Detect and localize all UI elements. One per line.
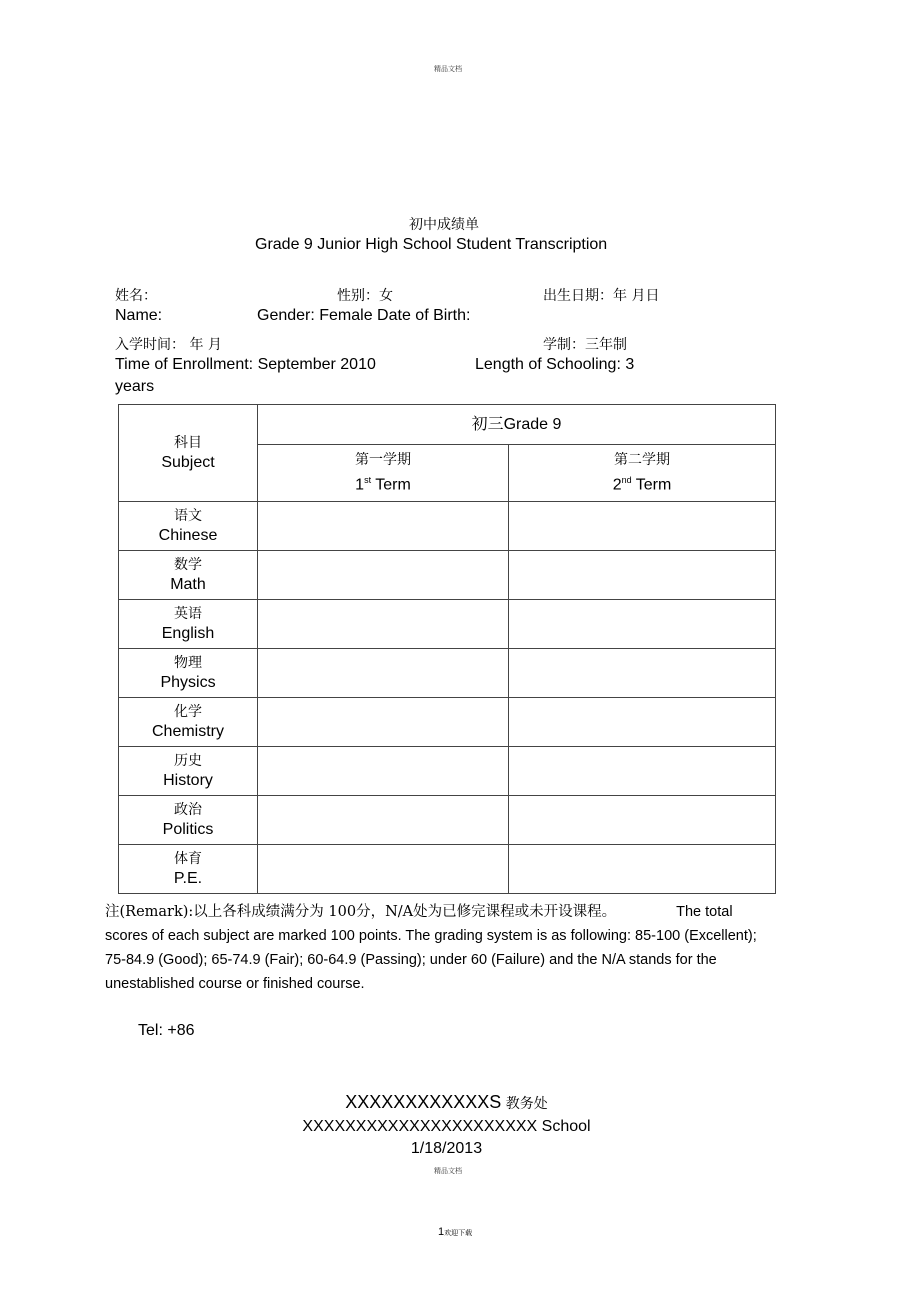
term1-score-cell xyxy=(258,502,509,551)
birth-label-cn: 出生日期：年 月日 xyxy=(543,288,660,304)
subject-cell: 化学 Chemistry xyxy=(119,698,258,747)
issue-date: 1/18/2013 xyxy=(410,1140,483,1157)
page-number: 1欢迎下载 xyxy=(438,1226,473,1238)
term2-header-en: 2nd Term xyxy=(612,475,672,494)
footer-watermark: 精品文档 xyxy=(434,1167,462,1175)
gender-birth-label-en: Gender: Female Date of Birth: xyxy=(257,307,471,324)
term2-score-cell xyxy=(509,600,776,649)
table-row xyxy=(119,649,776,698)
school-name: XXXXXXXXXXXXXXXXXXXXXX School xyxy=(302,1118,591,1135)
remark-en: The total scores of each subject are marked 100 points. The grading system is as following: 85-100 (Excellent); 75-84.9 (Good); 65-74.9 (Fair); 60-64.9 (Passing); under 60 (Failure) and the N/A stands for the unestablished course or finished course. xyxy=(105,904,757,992)
term2-score-cell xyxy=(509,551,776,600)
telephone: Tel: +86 xyxy=(138,1022,195,1039)
term1-header-cn: 第一学期 xyxy=(355,452,411,469)
subject-cell: 体育 P.E. xyxy=(119,845,258,894)
table-row xyxy=(119,845,776,894)
title-chinese: 初中成绩单 xyxy=(409,217,479,233)
table-row xyxy=(119,551,776,600)
enrollment-label-cn: 入学时间： 年 月 xyxy=(115,337,222,353)
gender-label-cn: 性别：女 xyxy=(337,288,393,304)
enrollment-label-en: Time of Enrollment: September 2010 xyxy=(115,356,376,373)
subject-header-cell xyxy=(119,405,258,502)
table-row xyxy=(119,747,776,796)
term1-header-en: 1st Term xyxy=(355,475,411,494)
office-name-en: XXXXXXXXXXXXS xyxy=(345,1092,502,1112)
name-label-cn: 姓名： xyxy=(115,288,157,304)
term1-score-cell xyxy=(258,551,509,600)
term2-header-cn: 第二学期 xyxy=(614,452,670,469)
term1-score-cell xyxy=(258,600,509,649)
subject-cell: 语文 Chinese xyxy=(119,502,258,551)
subject-header-en: Subject xyxy=(161,454,215,471)
subject-header-cn: 科目 xyxy=(174,435,202,451)
subject-cell: 历史 History xyxy=(119,747,258,796)
term1-header-cell xyxy=(258,445,509,502)
term1-score-cell xyxy=(258,649,509,698)
term2-header-cell xyxy=(509,445,776,502)
term2-score-cell xyxy=(509,845,776,894)
subject-cell: 英语 English xyxy=(119,600,258,649)
subject-cell: 物理 Physics xyxy=(119,649,258,698)
office-name-cn: 教务处 xyxy=(501,1096,548,1112)
remark-paragraph xyxy=(105,900,765,996)
term1-score-cell xyxy=(258,845,509,894)
table-row xyxy=(119,502,776,551)
grades-table xyxy=(118,404,776,894)
term2-score-cell xyxy=(509,502,776,551)
subject-cell: 数学 Math xyxy=(119,551,258,600)
schooling-label-en: Length of Schooling: 3 xyxy=(475,356,635,373)
term1-score-cell xyxy=(258,747,509,796)
office-line xyxy=(0,1092,893,1113)
title-english: Grade 9 Junior High School Student Transcription xyxy=(255,236,608,253)
table-row xyxy=(119,698,776,747)
subject-cell: 政治 Politics xyxy=(119,796,258,845)
table-row xyxy=(119,600,776,649)
term2-score-cell xyxy=(509,747,776,796)
term2-score-cell xyxy=(509,649,776,698)
term1-score-cell xyxy=(258,796,509,845)
name-label-en: Name: xyxy=(115,307,163,324)
schooling-label-cn: 学制：三年制 xyxy=(543,337,627,353)
schooling-years-en: years xyxy=(115,378,155,395)
term1-score-cell xyxy=(258,698,509,747)
grade-header: 初三Grade 9 xyxy=(471,415,562,433)
term2-score-cell xyxy=(509,698,776,747)
header-watermark: 精品文档 xyxy=(434,65,462,73)
table-row xyxy=(119,796,776,845)
grade-header-cell xyxy=(258,405,776,445)
term2-score-cell xyxy=(509,796,776,845)
remark-cn: 注(Remark):以上各科成绩满分为 100分，N/A处为已修完课程或未开设课程。 xyxy=(105,904,617,920)
